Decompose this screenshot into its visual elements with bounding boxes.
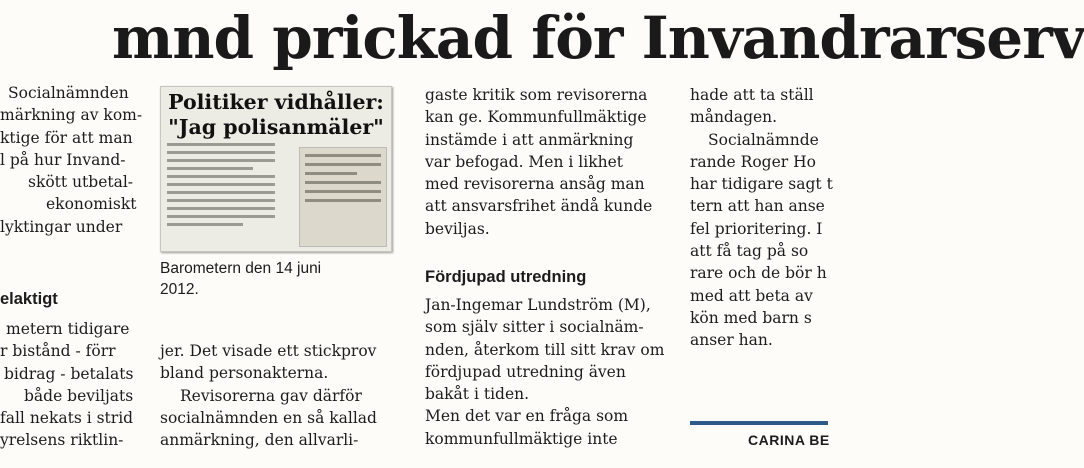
text-line: ktige för att man <box>0 128 133 147</box>
text-line: anser han. <box>690 331 773 350</box>
text-line: måndagen. <box>690 108 778 127</box>
text-line: skött utbetal- <box>28 173 134 192</box>
subheading: Fördjupad utredning <box>425 268 587 286</box>
text-line: bidrag - betalats <box>4 364 134 383</box>
text-line: som själv sitter i socialnäm- <box>425 318 644 337</box>
text-line: bakåt i tiden. <box>425 385 530 404</box>
text-line: tern att han anse <box>690 197 825 216</box>
column-3-subhead <box>425 266 669 288</box>
text-line: lyktingar under <box>0 217 123 236</box>
text-line: r bistånd - förr <box>0 342 116 361</box>
text-line: ekonomiskt <box>46 195 137 214</box>
column-1-bottom <box>0 318 136 452</box>
text-line: fördjupad utredning även <box>425 362 626 381</box>
text-line: yrelsens riktlin- <box>0 431 124 450</box>
text-line: rande Roger Ho <box>690 152 816 171</box>
column-2 <box>160 340 392 451</box>
text-line: kön med barn s <box>690 308 812 327</box>
text-line: har tidigare sagt t <box>690 175 833 194</box>
clipping-body-lines <box>167 143 275 231</box>
text-line: Socialnämnden <box>8 84 129 102</box>
clipping-photo <box>299 147 387 247</box>
clipping-title-line-2: "Jag polisanmäler" <box>168 115 384 139</box>
text-line: fel prioritering. I <box>690 219 823 238</box>
text-line: märkning av kom- <box>0 106 143 125</box>
caption-line: 2012. <box>160 281 199 298</box>
text-line: beviljas. <box>425 219 490 238</box>
text-line: med att beta av <box>690 286 813 305</box>
column-3 <box>425 84 669 240</box>
text-line: var befogad. Men i likhet <box>425 152 623 171</box>
text-line: kan ge. Kommunfullmäktige <box>425 108 647 127</box>
text-line: fall nekats i strid <box>0 409 134 428</box>
text-line: Socialnämnde <box>708 130 819 149</box>
text-line: jer. Det visade ett stickprov <box>160 342 377 360</box>
text-line: l på hur Invand- <box>0 150 126 169</box>
text-line: rare och de bör h <box>690 264 827 283</box>
column-1-subhead <box>0 288 136 310</box>
text-line: nden, återkom till sitt krav om <box>425 340 665 359</box>
image-caption <box>160 258 392 300</box>
text-line: instämde i att anmärkning <box>425 130 634 149</box>
column-4 <box>690 84 833 352</box>
article-headline <box>0 4 1084 72</box>
text-line: kommunfullmäktige inte <box>425 429 618 448</box>
text-line: metern tidigare <box>6 320 130 338</box>
newspaper-clipping-image <box>160 86 392 252</box>
text-line: Revisorerna gav därför <box>180 386 362 405</box>
text-line: gaste kritik som revisorerna <box>425 86 648 104</box>
text-line: både beviljats <box>24 386 134 405</box>
clipping-title-line-1: Politiker vidhåller: <box>168 90 384 114</box>
text-line: att ansvarsfrihet ändå kunde <box>425 197 653 216</box>
text-line: Men det var en fråga som <box>425 407 629 426</box>
text-line: socialnämnden en så kallad <box>160 408 377 427</box>
caption-line: Barometern den 14 juni <box>160 260 322 277</box>
text-line: hade att ta ställ <box>690 86 814 104</box>
author-byline: CARINA BE <box>748 432 830 448</box>
headline-text: mnd prickad för Invandrarserv <box>112 4 1084 72</box>
text-line: Jan-Ingemar Lundström (M), <box>425 296 651 314</box>
text-line: med revisorerna ansåg man <box>425 175 645 194</box>
text-line: anmärkning, den allvarli- <box>160 431 359 450</box>
column-3-bottom <box>425 294 669 450</box>
text-line: bland personakterna. <box>160 364 329 383</box>
byline-divider <box>690 421 828 425</box>
column-1 <box>0 82 143 238</box>
text-line: att få tag på so <box>690 242 809 261</box>
subheading: elaktigt <box>0 290 58 308</box>
